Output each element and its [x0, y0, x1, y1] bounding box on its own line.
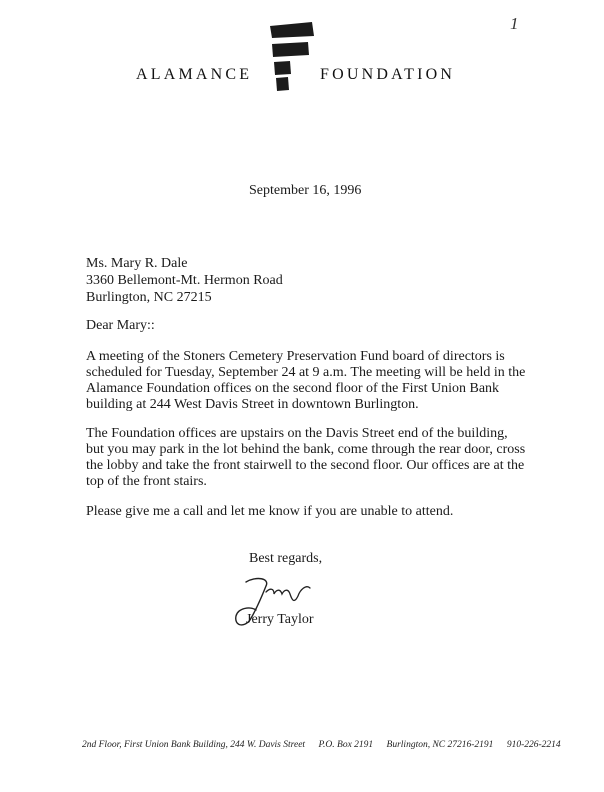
footer-phone: 910-226-2214 — [506, 740, 561, 750]
recipient-name: Ms. Mary R. Dale — [86, 256, 188, 271]
recipient-city: Burlington, NC 27215 — [86, 290, 212, 305]
recipient-street: 3360 Bellemont-Mt. Hermon Road — [86, 273, 283, 288]
footer-po-box: P.O. Box 2191 — [318, 740, 374, 750]
letterhead — [0, 0, 604, 110]
body-paragraph-2: The Foundation offices are upstairs on the Davis Street end of the building, but you may park in the lot behind the bank, come through the rear door, cross the lobby and take the front stairwell to the second floor. Our offices are at the top of the front stairs. — [86, 426, 526, 489]
letter-date: September 16, 1996 — [249, 183, 362, 198]
body-paragraph-3: Please give me a call and let me know if you are unable to attend. — [86, 504, 454, 519]
footer-city: Burlington, NC 27216-2191 — [386, 740, 494, 750]
org-name-left: ALAMANCE — [136, 66, 253, 83]
stacked-f-logo-icon — [270, 22, 320, 92]
signer-name: Jerry Taylor — [246, 612, 314, 627]
recipient-address — [86, 255, 283, 306]
footer-address: 2nd Floor, First Union Bank Building, 244 W. Davis Street — [82, 740, 306, 750]
closing: Best regards, — [249, 551, 323, 566]
body-paragraph-1: A meeting of the Stoners Cemetery Preservation Fund board of directors is scheduled for Tuesday, September 24 at 9 a.m. The meeting will be held in the Alamance Foundation offices on the second floor of the First Union Bank building at 244 West Davis Street in downtown Burlington. — [86, 349, 526, 412]
letterhead-footer — [82, 740, 572, 750]
org-name-right: FOUNDATION — [320, 66, 456, 83]
salutation: Dear Mary:: — [86, 318, 155, 333]
page-number: 1 — [510, 14, 519, 33]
